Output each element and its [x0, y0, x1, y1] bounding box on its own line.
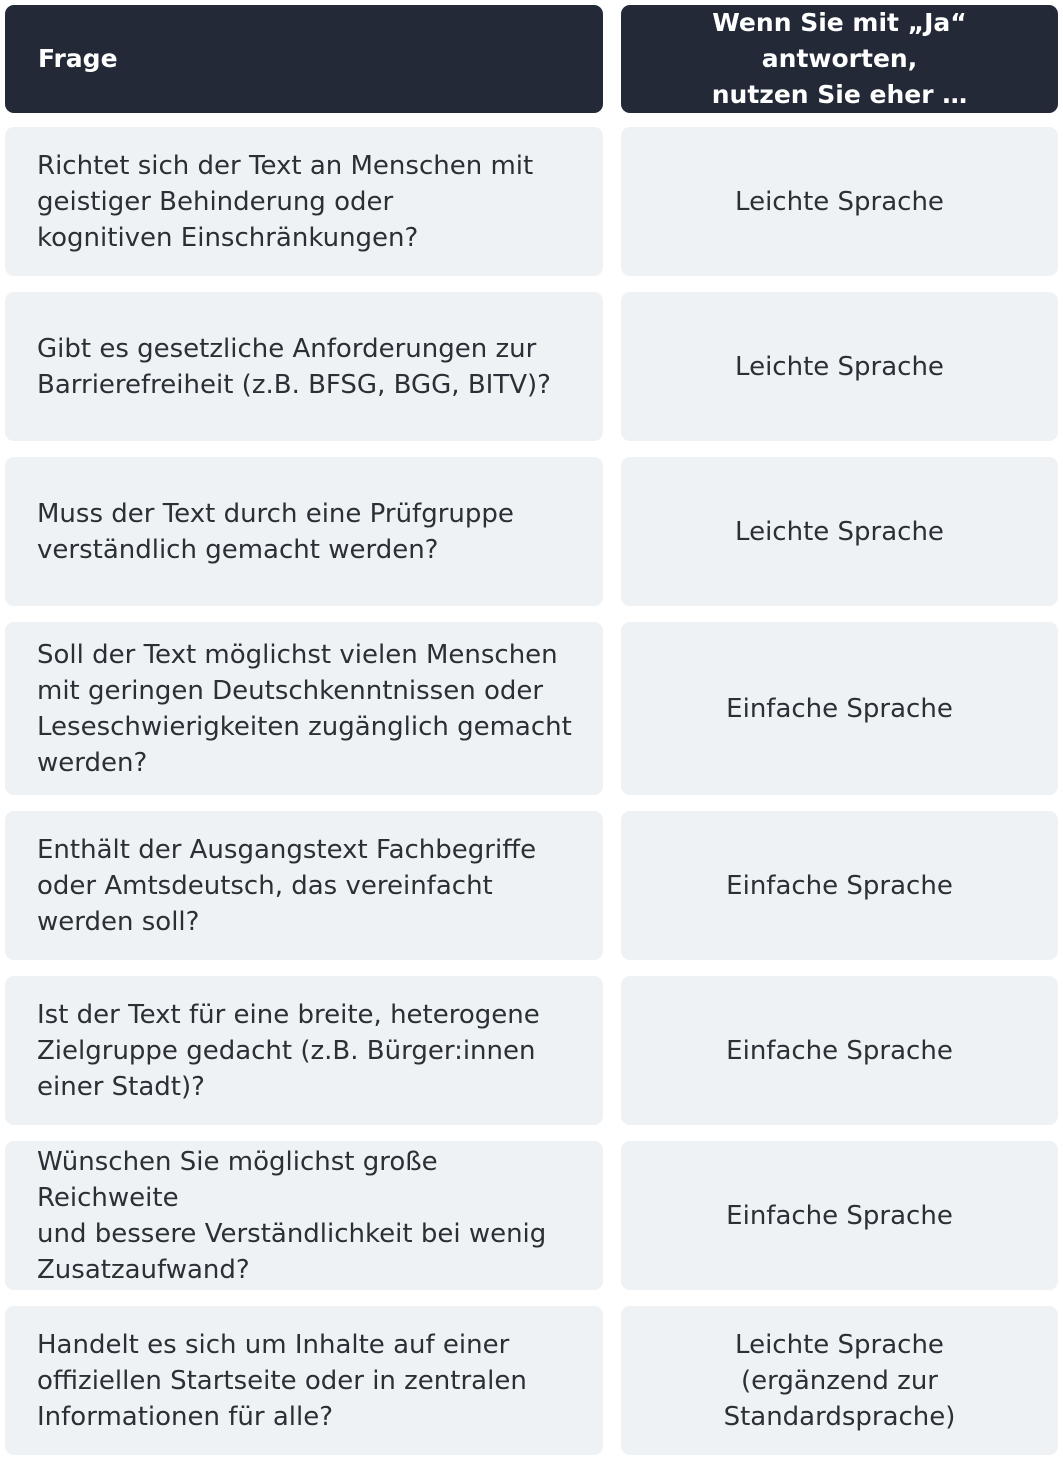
answer-text: Leichte Sprache	[735, 351, 944, 382]
answer-text: Einfache Sprache	[726, 693, 953, 724]
question-text: Richtet sich der Text an Menschen mit geistiger Behinderung oder kognitiven Einschränkungen?	[37, 150, 534, 253]
table-header	[0, 0, 1063, 114]
question-text: Muss der Text durch eine Prüfgruppe verständlich gemacht werden?	[37, 498, 514, 565]
answer-cell	[621, 457, 1058, 606]
answer-cell	[621, 1306, 1058, 1455]
answer-cell	[621, 292, 1058, 441]
question-cell	[5, 622, 603, 795]
answer-text: Leichte Sprache	[735, 516, 944, 547]
answer-cell	[621, 127, 1058, 276]
header-question-label: Frage	[38, 44, 118, 73]
table-row	[0, 292, 1063, 441]
question-cell	[5, 292, 603, 441]
answer-cell	[621, 976, 1058, 1125]
answer-cell	[621, 811, 1058, 960]
question-text: Handelt es sich um Inhalte auf einer offiziellen Startseite oder in zentralen Informationen für alle?	[37, 1329, 527, 1432]
table-row	[0, 976, 1063, 1125]
answer-cell	[621, 1141, 1058, 1290]
header-answer-cell	[621, 5, 1058, 113]
table-row	[0, 457, 1063, 606]
question-cell	[5, 127, 603, 276]
question-cell	[5, 1306, 603, 1455]
question-cell	[5, 811, 603, 960]
header-answer-label: Wenn Sie mit „Ja“ antworten, nutzen Sie eher …	[711, 8, 968, 109]
question-text: Ist der Text für eine breite, heterogene Zielgruppe gedacht (z.B. Bürger:innen einer Stadt)?	[37, 999, 540, 1102]
answer-text: Einfache Sprache	[726, 870, 953, 901]
header-question-cell	[5, 5, 603, 113]
answer-text: Einfache Sprache	[726, 1035, 953, 1066]
question-cell	[5, 976, 603, 1125]
table-body	[0, 127, 1063, 1471]
question-text: Wünschen Sie möglichst große Reichweite und bessere Verständlichkeit bei wenig Zusatzaufwand?	[37, 1146, 547, 1285]
answer-cell	[621, 622, 1058, 795]
table-row	[0, 127, 1063, 276]
question-text: Soll der Text möglichst vielen Menschen mit geringen Deutschkenntnissen oder Leseschwierigkeiten zugänglich gemacht werden?	[37, 639, 572, 778]
answer-text: Leichte Sprache	[735, 186, 944, 217]
question-text: Gibt es gesetzliche Anforderungen zur Barrierefreiheit (z.B. BFSG, BGG, BITV)?	[37, 333, 551, 400]
question-cell	[5, 1141, 603, 1290]
table-row	[0, 1141, 1063, 1290]
table-row	[0, 622, 1063, 795]
question-cell	[5, 457, 603, 606]
answer-text: Leichte Sprache (ergänzend zur Standardsprache)	[723, 1329, 956, 1432]
question-text: Enthält der Ausgangstext Fachbegriffe oder Amtsdeutsch, das vereinfacht werden soll?	[37, 834, 537, 937]
answer-text: Einfache Sprache	[726, 1200, 953, 1231]
table-row	[0, 1306, 1063, 1455]
table-row	[0, 811, 1063, 960]
